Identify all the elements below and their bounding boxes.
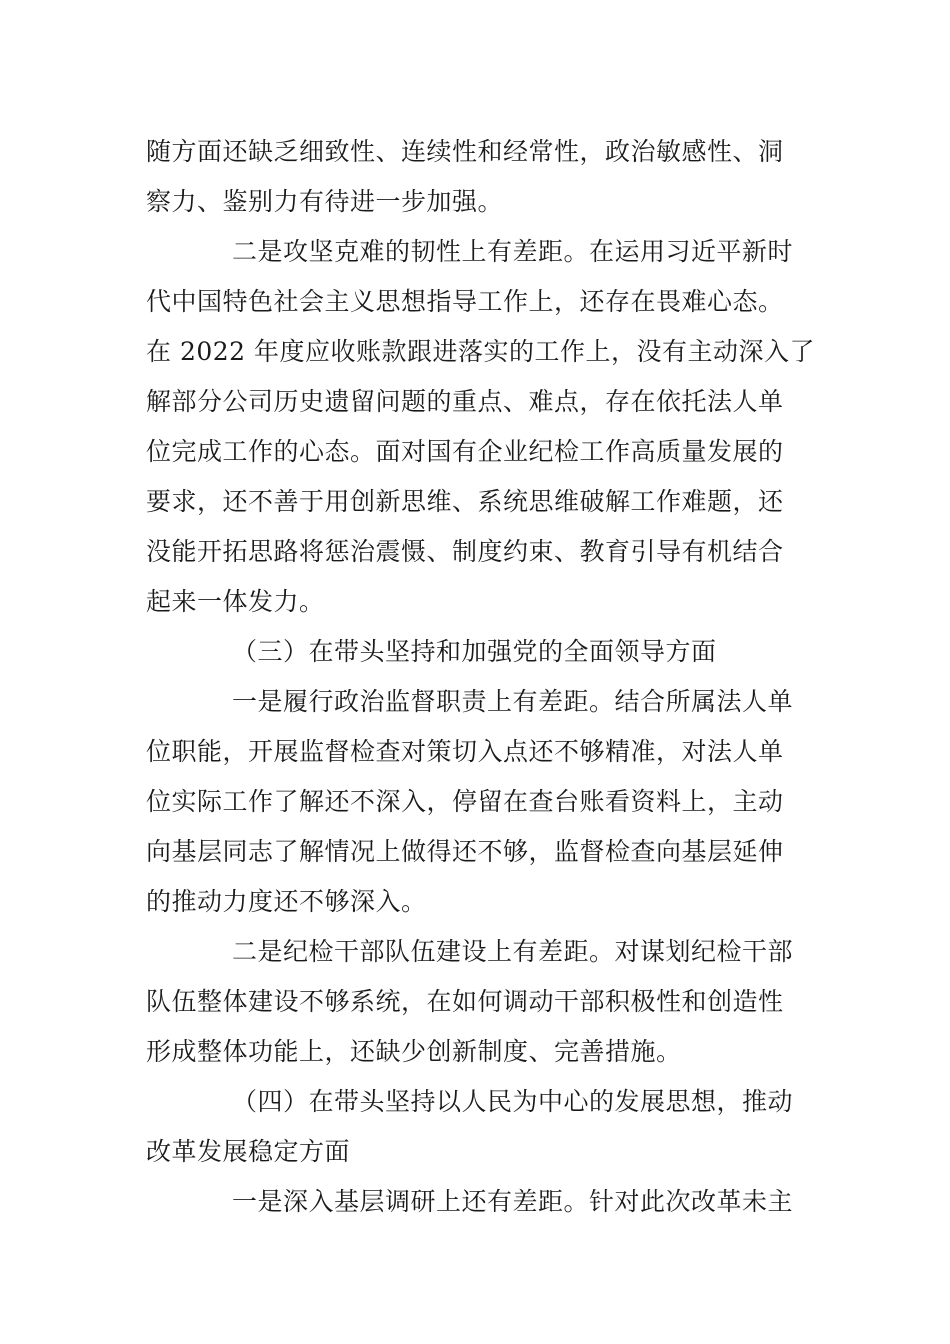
body-text-line: 的推动力度还不够深入。 <box>146 887 427 916</box>
body-text-line: 向基层同志了解情况上做得还不够，监督检查向基层延伸 <box>146 837 784 866</box>
body-text-line: 位完成工作的心态。面对国有企业纪检工作高质量发展的 <box>146 437 784 466</box>
body-text-line: 位职能，开展监督检查对策切入点还不够精准，对法人单 <box>146 737 784 766</box>
body-text-line: 解部分公司历史遗留问题的重点、难点，存在依托法人单 <box>146 387 784 416</box>
section-heading: （四）在带头坚持以人民为中心的发展思想，推动 <box>232 1087 794 1116</box>
body-text-line: 起来一体发力。 <box>146 587 325 616</box>
body-text-line: 没能开拓思路将惩治震慑、制度约束、教育引导有机结合 <box>146 537 784 566</box>
paragraph-first-line: 一是履行政治监督职责上有差距。结合所属法人单 <box>232 687 794 716</box>
paragraph-first-line: 二是攻坚克难的韧性上有差距。在运用习近平新时 <box>232 237 794 266</box>
body-text-line: 形成整体功能上，还缺少创新制度、完善措施。 <box>146 1037 682 1066</box>
body-text-line: 要求，还不善于用创新思维、系统思维破解工作难题，还 <box>146 487 784 516</box>
body-text-line: 位实际工作了解还不深入，停留在查台账看资料上，主动 <box>146 787 784 816</box>
body-text-line: 察力、鉴别力有待进一步加强。 <box>146 187 504 216</box>
body-text-line: 随方面还缺乏细致性、连续性和经常性，政治敏感性、洞 <box>146 137 784 166</box>
body-text-line: 在 2022 年度应收账款跟进落实的工作上，没有主动深入了 <box>146 337 816 366</box>
paragraph-first-line: 二是纪检干部队伍建设上有差距。对谋划纪检干部 <box>232 937 794 966</box>
paragraph-first-line: 一是深入基层调研上还有差距。针对此次改革未主 <box>232 1187 794 1216</box>
section-heading: （三）在带头坚持和加强党的全面领导方面 <box>232 637 717 666</box>
body-text-line: 代中国特色社会主义思想指导工作上，还存在畏难心态。 <box>146 287 784 316</box>
section-heading-continuation: 改革发展稳定方面 <box>146 1137 351 1166</box>
body-text-line: 队伍整体建设不够系统，在如何调动干部积极性和创造性 <box>146 987 784 1016</box>
